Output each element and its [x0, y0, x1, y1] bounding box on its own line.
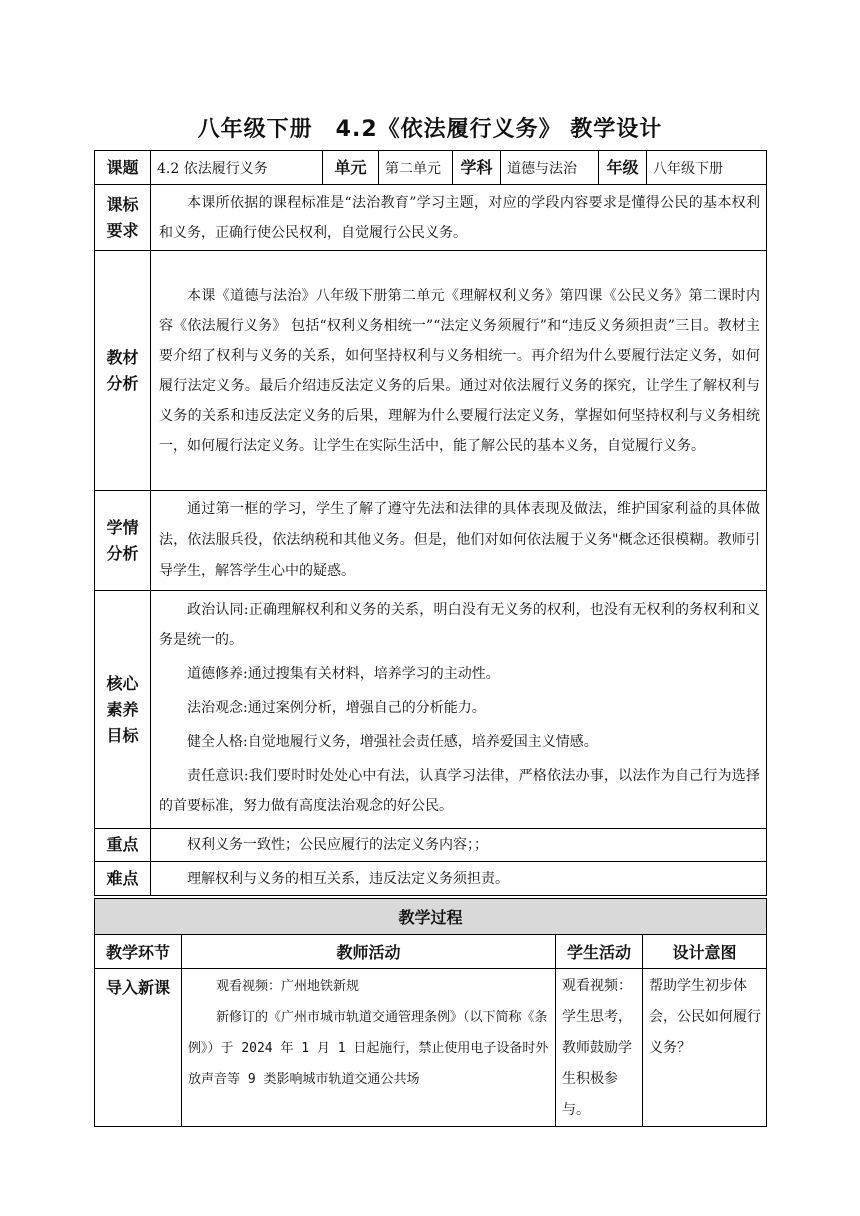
student-activity-text: 观看视频：学生思考，教师鼓励学生积极参与。	[562, 978, 632, 1118]
lesson-info-table	[94, 150, 767, 896]
col-student-header: 学生活动	[556, 935, 643, 969]
difficult-row	[95, 862, 767, 896]
core-item: 责任意识:我们要时时处处心中有法，认真学习法律，严格依法办事，以法作为自己行为选择的首要标准，努力做有高度法治观念的好公民。	[159, 767, 760, 814]
unit-label: 单元	[323, 151, 379, 185]
standard-text: 本课所依据的课程标准是“法治教育”学习主题，对应的学段内容要求是懂得公民的基本权利和义务，正确行使公民权利，自觉履行公民义务。	[159, 194, 760, 241]
key-row	[95, 829, 767, 862]
difficult-text: 理解权利与义务的相互关系，违反法定义务须担责。	[187, 870, 509, 887]
textbook-label: 教材 分析	[95, 251, 151, 491]
key-text-cell	[151, 829, 767, 862]
col-teacher-header: 教师活动	[182, 935, 556, 969]
design-intent-text: 帮助学生初步体会，公民如何履行义务？	[649, 978, 761, 1056]
process-heading-row	[95, 899, 767, 935]
process-header-row	[95, 935, 767, 969]
subject-label: 学科	[453, 151, 501, 185]
students-text-cell	[151, 491, 767, 591]
textbook-row	[95, 251, 767, 491]
topic-label: 课题	[95, 151, 151, 185]
students-label: 学情 分析	[95, 491, 151, 591]
subject-value: 道德与法治	[501, 151, 599, 185]
teacher-activity-cell	[182, 969, 556, 1127]
core-row	[95, 591, 767, 829]
textbook-text: 本课《道德与法治》八年级下册第二单元《理解权利义务》第四课《公民义务》第二课时内容《依法履行义务》 包括“权利义务相统一”“法定义务须履行”和“违反义务须担责”三目。教材主要介绍了权利与义务的关系，如何坚持权利与义务相统一。再介绍为什么要履行法定义务，如何履行法定义务。最后介绍违反法定义务的后果。通过对依法履行义务的探究，让学生了解权利与义务的关系和违反法定义务的后果，理解为什么要履行法定义务，掌握如何坚持权利与义务相统一，如何履行法定义务。让学生在实际生活中，能了解公民的基本义务，自觉履行义务。	[159, 287, 760, 454]
info-row	[95, 151, 767, 185]
core-label: 核心 素养 目标	[95, 591, 151, 829]
key-label: 重点	[95, 829, 151, 862]
students-text: 通过第一框的学习，学生了解了遵守先法和法律的具体表现及做法，维护国家利益的具体做法，依法服兵役，依法纳税和其他义务。但是，他们对如何依法履于义务"概念还很模糊。教师引导学生，解答学生心中的疑惑。	[159, 501, 760, 579]
teacher-activity-line: 新修订的《广州市城市轨道交通管理条例》（以下简称《条例》）于 2024 年 1 月 1 日起施行，禁止使用电子设备时外放声音等 9 类影响城市轨道交通公共场	[188, 1010, 549, 1087]
teacher-activity-line: 观看视频：广州地铁新规	[216, 979, 360, 994]
topic-value: 4.2 依法履行义务	[151, 151, 323, 185]
document-title: 八年级下册 4.2《依法履行义务》 教学设计	[197, 117, 663, 142]
col-stage-header: 教学环节	[95, 935, 182, 969]
key-text: 权利义务一致性；公民应履行的法定义务内容；；	[187, 837, 488, 853]
core-item: 政治认同:正确理解权利和义务的关系，明白没有无义务的权利，也没有无权利的务权利和义务是统一的。	[159, 601, 760, 648]
difficult-label: 难点	[95, 862, 151, 896]
process-row	[95, 969, 767, 1127]
difficult-text-cell	[151, 862, 767, 896]
standard-row	[95, 185, 767, 251]
standard-label: 课标 要求	[95, 185, 151, 251]
students-row	[95, 491, 767, 591]
core-item: 健全人格:自觉地履行义务，增强社会责任感，培养爱国主义情感。	[187, 733, 598, 750]
col-design-header: 设计意图	[643, 935, 767, 969]
process-heading: 教学过程	[95, 899, 767, 935]
grade-value: 八年级下册	[647, 151, 767, 185]
design-intent-cell	[643, 969, 767, 1127]
core-item: 法治观念:通过案例分析，增强自己的分析能力。	[187, 699, 486, 716]
unit-value: 第二单元	[379, 151, 453, 185]
standard-text-cell	[151, 185, 767, 251]
grade-label: 年级	[599, 151, 647, 185]
core-item: 道德修养:通过搜集有关材料，培养学习的主动性。	[187, 665, 500, 682]
stage-cell: 导入新课	[95, 969, 182, 1127]
student-activity-cell	[556, 969, 643, 1127]
process-table	[94, 898, 767, 1127]
textbook-text-cell	[151, 251, 767, 491]
core-text-cell	[151, 591, 767, 829]
